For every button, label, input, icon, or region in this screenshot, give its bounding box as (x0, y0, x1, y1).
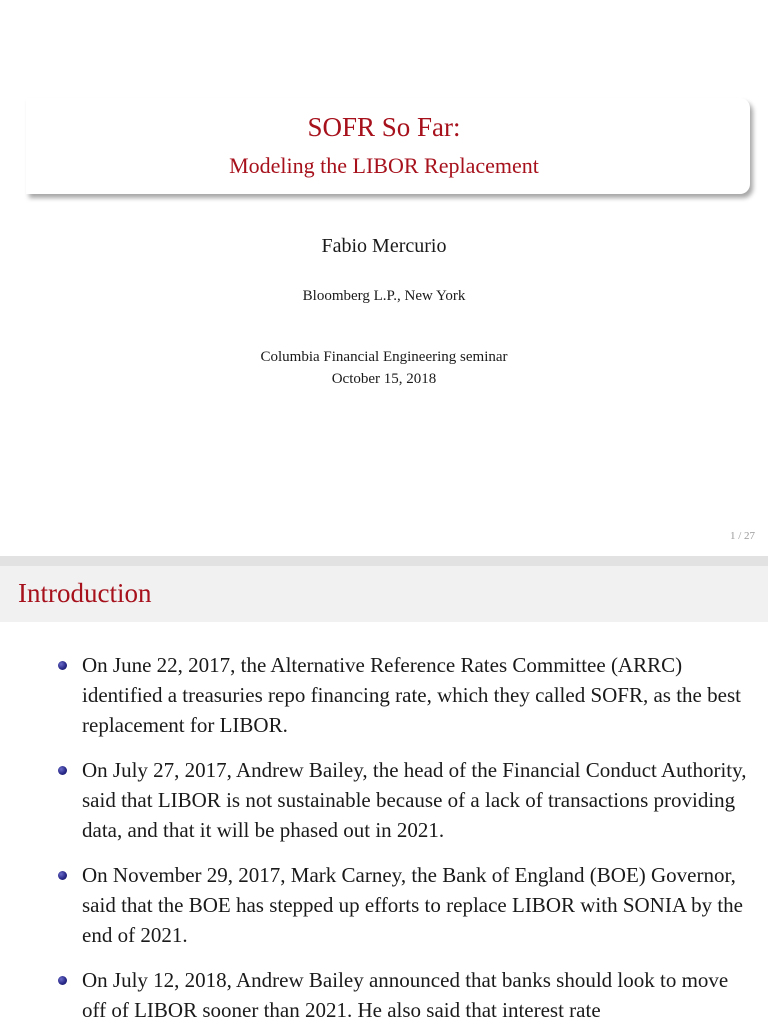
list-item (0, 965, 768, 1024)
bullet-icon (58, 766, 67, 775)
author-name: Fabio Mercurio (321, 235, 447, 257)
frame-title: Introduction (18, 578, 152, 608)
bullet-text: On July 27, 2017, Andrew Bailey, the head of the Financial Conduct Authority, said that LIBOR is not sustainable because of a lack of transactions providing data, and that it will be phased out in 2021. (82, 758, 747, 842)
bullet-text: On November 29, 2017, Mark Carney, the Bank of England (BOE) Governor, said that the BOE has stepped up efforts to replace LIBOR with SONIA by the end of 2021. (82, 863, 743, 947)
list-item (0, 860, 768, 950)
slide-title: SOFR So Far: (307, 112, 461, 142)
slide-divider (0, 556, 768, 566)
bullet-text: On June 22, 2017, the Alternative Reference Rates Committee (ARRC) identified a treasuries repo financing rate, which they called SOFR, as the best replacement for LIBOR. (82, 653, 741, 737)
event-info (0, 346, 768, 390)
introduction-slide (0, 566, 768, 1024)
bullet-icon (58, 661, 67, 670)
author-affiliation: Bloomberg L.P., New York (302, 288, 466, 304)
slide-subtitle: Modeling the LIBOR Replacement (229, 153, 539, 178)
frame-header (0, 566, 768, 622)
bullet-text: On July 12, 2018, Andrew Bailey announced that banks should look to move off of LIBOR sooner than 2021. He also said that interest rate (82, 968, 729, 1022)
event-name: Columbia Financial Engineering seminar (260, 349, 508, 365)
list-item (0, 755, 768, 845)
event-date: October 15, 2018 (331, 371, 437, 387)
page-number: 1 / 27 (729, 530, 755, 542)
bullet-list (0, 650, 768, 1024)
bullet-icon (58, 871, 67, 880)
bullet-icon (58, 976, 67, 985)
list-item (0, 650, 768, 740)
